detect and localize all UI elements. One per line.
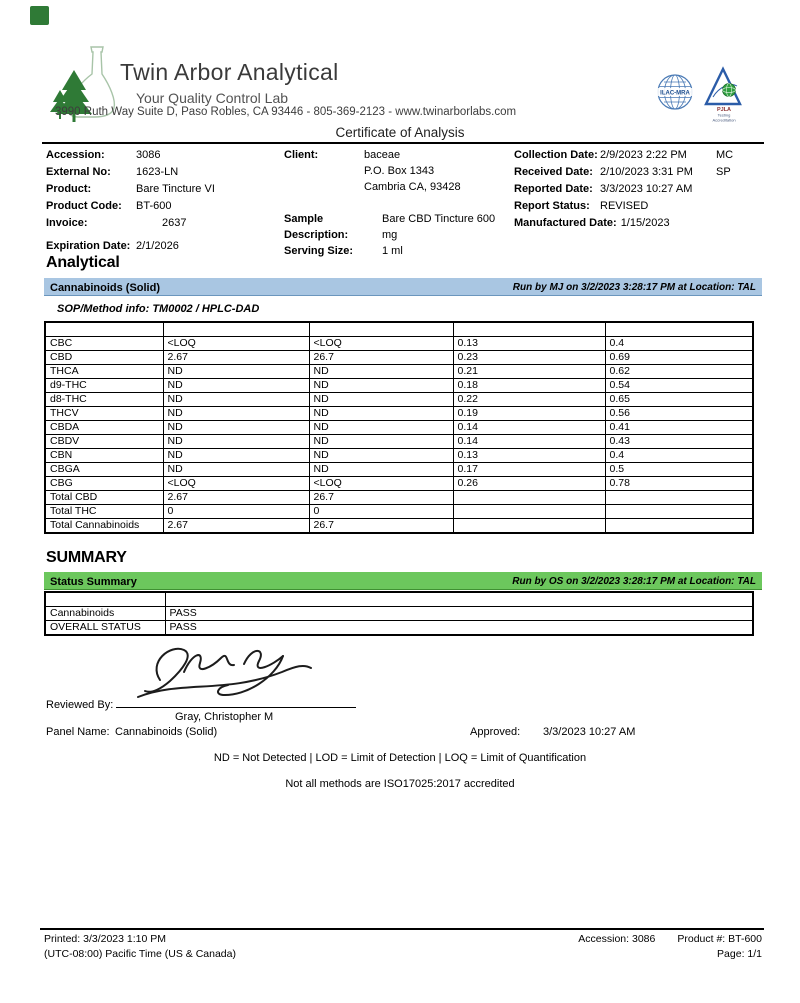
table-row [45, 491, 753, 505]
info-row-client [284, 147, 514, 195]
row-label-cell: OVERALL STATUS [45, 621, 165, 636]
table-row [45, 463, 753, 477]
summary-section-title: SUMMARY [46, 549, 127, 566]
value-cell: 0.22 [453, 393, 605, 407]
row-label-cell: d9-THC [45, 379, 163, 393]
value-cell: 0.65 [605, 393, 753, 407]
client-line: baceae [364, 149, 401, 161]
field-label: Accession: [46, 149, 105, 161]
field-value: 1 ml [382, 245, 403, 257]
info-row-collection-date [514, 147, 762, 164]
table-row [45, 379, 753, 393]
column-header [165, 592, 753, 607]
row-label-cell: CBDV [45, 435, 163, 449]
table-row [45, 449, 753, 463]
value-cell: 0.26 [453, 477, 605, 491]
field-value: 1623-LN [136, 166, 179, 178]
value-cell: 0.43 [605, 435, 753, 449]
value-cell: ND [163, 463, 309, 477]
info-row-expiration [46, 238, 284, 255]
column-header [45, 322, 163, 337]
value-cell: ND [163, 449, 309, 463]
value-cell: 2.67 [163, 351, 309, 365]
signature-line [116, 696, 356, 708]
info-row-invoice [46, 215, 284, 232]
banner-title: Cannabinoids (Solid) [50, 281, 160, 294]
footer-product: Product #: BT-600 [677, 933, 762, 945]
document-title: Certificate of Analysis [335, 125, 465, 140]
cannabinoids-results-table [44, 321, 754, 534]
value-cell: ND [163, 407, 309, 421]
accreditation-note: Not all methods are ISO17025:2017 accredited [285, 778, 515, 790]
value-cell: ND [163, 365, 309, 379]
field-value: BT-600 [136, 200, 172, 212]
field-value: 2637 [162, 217, 187, 229]
reviewed-by-label: Reviewed By: [46, 699, 114, 711]
row-label-cell: Cannabinoids [45, 607, 165, 621]
ilac-mra-logo [655, 72, 695, 114]
value-cell: ND [309, 365, 453, 379]
table-row [45, 365, 753, 379]
panel-name-label: Panel Name: [46, 726, 110, 738]
row-label-cell: CBDA [45, 421, 163, 435]
page-number: Page: 1/1 [717, 948, 762, 960]
value-cell: 0.19 [453, 407, 605, 421]
company-tagline: Your Quality Control Lab [136, 90, 289, 106]
table-row [45, 337, 753, 351]
analyst-initials: MC [716, 149, 734, 161]
value-cell: 0.13 [453, 449, 605, 463]
field-label: Product: [46, 183, 92, 195]
footer-divider [40, 928, 764, 930]
row-label-cell: CBGA [45, 463, 163, 477]
field-label: Serving Size: [284, 245, 354, 257]
client-line: P.O. Box 1343 [364, 165, 435, 177]
field-label: Collection Date: [514, 149, 598, 161]
info-row-accession [46, 147, 284, 164]
value-cell: 0.62 [605, 365, 753, 379]
value-cell: ND [163, 379, 309, 393]
value-cell [605, 491, 753, 505]
value-cell: 2.67 [163, 491, 309, 505]
field-label: External No: [46, 166, 111, 178]
value-cell [453, 505, 605, 519]
field-value: Bare Tincture VI [136, 183, 215, 195]
client-info-column [284, 147, 514, 260]
reviewer-name: Gray, Christopher M [175, 711, 274, 723]
row-label-cell: CBN [45, 449, 163, 463]
info-row-report-status [514, 198, 762, 215]
value-cell: 0.13 [453, 337, 605, 351]
pjla-logo [702, 66, 746, 124]
value-cell: 0.21 [453, 365, 605, 379]
abbreviation-legend: ND = Not Detected | LOD = Limit of Detection | LOQ = Limit of Quantification [213, 752, 587, 764]
field-label: Expiration Date: [46, 240, 131, 252]
pjla-caption-1: Testing [717, 112, 731, 118]
value-cell: 0.4 [605, 449, 753, 463]
table-row [45, 607, 753, 621]
value-cell: 0.54 [605, 379, 753, 393]
field-label: Product Code: [46, 200, 122, 212]
value-cell: ND [309, 407, 453, 421]
approved-label: Approved: [470, 726, 521, 738]
value-cell: ND [163, 393, 309, 407]
info-row-product-code [46, 198, 284, 215]
value-cell: 2.67 [163, 519, 309, 534]
field-label: Sample Description: [284, 213, 349, 241]
value-cell: 0.78 [605, 477, 753, 491]
value-cell: ND [309, 421, 453, 435]
reviewed-by-row [46, 696, 356, 711]
row-label-cell: THCA [45, 365, 163, 379]
analyst-initials: SP [716, 166, 731, 178]
field-label: Manufactured Date: [514, 217, 617, 229]
printed-timestamp: Printed: 3/3/2023 1:10 PM [44, 933, 166, 945]
company-name: Twin Arbor Analytical [120, 59, 339, 85]
value-cell: <LOQ [309, 477, 453, 491]
field-label: Report Status: [514, 200, 590, 212]
value-cell: 0.4 [605, 337, 753, 351]
value-cell: 0.69 [605, 351, 753, 365]
value-cell: 0.17 [453, 463, 605, 477]
company-address: 3990 Ruth Way Suite D, Paso Robles, CA 93446 - 805-369-2123 - www.twinarborlabs.com [55, 106, 517, 118]
value-cell: 0.23 [453, 351, 605, 365]
table-header-row [45, 322, 753, 337]
value-cell: 26.7 [309, 491, 453, 505]
column-header [45, 592, 165, 607]
table-row [45, 435, 753, 449]
status-summary-banner [44, 572, 762, 590]
approved-value: 3/3/2023 10:27 AM [543, 726, 636, 738]
status-summary-table [44, 591, 754, 636]
value-cell: 0.56 [605, 407, 753, 421]
column-header [309, 322, 453, 337]
info-row-received-date [514, 164, 762, 181]
field-label: Invoice: [46, 217, 88, 229]
value-cell: 0 [163, 505, 309, 519]
row-label-cell: Total THC [45, 505, 163, 519]
sample-info-column [46, 147, 284, 255]
column-header [163, 322, 309, 337]
table-row [45, 407, 753, 421]
value-cell: <LOQ [163, 477, 309, 491]
row-label-cell: THCV [45, 407, 163, 421]
value-cell: 0.14 [453, 421, 605, 435]
table-row [45, 505, 753, 519]
value-cell [453, 491, 605, 505]
row-label-cell: Total Cannabinoids [45, 519, 163, 534]
field-value: 2/10/2023 3:31 PM [600, 166, 693, 178]
table-header-row [45, 592, 753, 607]
field-value: 3086 [136, 149, 161, 161]
table-row [45, 621, 753, 636]
column-header [605, 322, 753, 337]
banner-run-info: Run by MJ on 3/2/2023 3:28:17 PM at Location: TAL [512, 282, 756, 293]
value-cell: 0.14 [453, 435, 605, 449]
field-value: REVISED [600, 200, 649, 212]
row-label-cell: d8-THC [45, 393, 163, 407]
pjla-label: PJLA [716, 107, 732, 113]
field-label: Reported Date: [514, 183, 593, 195]
field-value: 2/1/2026 [136, 240, 179, 252]
field-value: 2/9/2023 2:22 PM [600, 149, 687, 161]
corner-artifact [30, 6, 49, 25]
field-label: Received Date: [514, 166, 593, 178]
value-cell: 0 [309, 505, 453, 519]
globe-icon [723, 84, 736, 97]
client-line: Cambria CA, 93428 [364, 181, 461, 193]
cannabinoids-banner [44, 278, 762, 296]
value-cell: 26.7 [309, 519, 453, 534]
header-divider [42, 142, 764, 144]
info-row-reported-date [514, 181, 762, 198]
value-cell: ND [309, 435, 453, 449]
field-label: Client: [284, 149, 319, 161]
analytical-section-title: Analytical [46, 254, 120, 271]
value-cell: ND [309, 449, 453, 463]
value-cell: ND [163, 435, 309, 449]
value-cell [605, 519, 753, 534]
row-label-cell: Total CBD [45, 491, 163, 505]
timezone-note: (UTC-08:00) Pacific Time (US & Canada) [44, 948, 236, 960]
info-row-external-no [46, 164, 284, 181]
client-address-block [364, 147, 461, 195]
row-label-cell: CBD [45, 351, 163, 365]
table-row [45, 421, 753, 435]
table-row [45, 519, 753, 534]
value-cell [605, 505, 753, 519]
value-cell: PASS [165, 621, 753, 636]
banner-run-info: Run by OS on 3/2/2023 3:28:17 PM at Location: TAL [512, 576, 756, 587]
field-value: 1/15/2023 [620, 217, 670, 229]
footer-accession: Accession: 3086 [578, 933, 656, 945]
value-cell: ND [309, 379, 453, 393]
row-label-cell: CBG [45, 477, 163, 491]
pjla-caption-2: Accreditation [712, 117, 736, 123]
info-row-product [46, 181, 284, 198]
value-cell [453, 519, 605, 534]
info-row-serving-size [284, 243, 514, 260]
table-row [45, 393, 753, 407]
value-cell: 26.7 [309, 351, 453, 365]
value-cell: <LOQ [309, 337, 453, 351]
field-value: Bare CBD Tincture 600 mg [382, 213, 496, 241]
field-value: 3/3/2023 10:27 AM [600, 183, 693, 195]
value-cell: 0.41 [605, 421, 753, 435]
value-cell: ND [309, 393, 453, 407]
value-cell: <LOQ [163, 337, 309, 351]
ilac-label: ILAC-MRA [660, 90, 690, 97]
value-cell: ND [309, 463, 453, 477]
value-cell: 0.18 [453, 379, 605, 393]
column-header [453, 322, 605, 337]
row-label-cell: CBC [45, 337, 163, 351]
sop-method-info: SOP/Method info: TM0002 / HPLC-DAD [57, 303, 260, 315]
panel-name-value: Cannabinoids (Solid) [115, 726, 218, 738]
table-row [45, 351, 753, 365]
value-cell: ND [163, 421, 309, 435]
banner-title: Status Summary [50, 575, 137, 588]
footer-ids [578, 933, 762, 945]
dates-info-column [514, 147, 762, 232]
info-row-manufactured-date [514, 215, 762, 232]
info-row-sample-description [284, 211, 514, 243]
value-cell: PASS [165, 607, 753, 621]
value-cell: 0.5 [605, 463, 753, 477]
table-row [45, 477, 753, 491]
